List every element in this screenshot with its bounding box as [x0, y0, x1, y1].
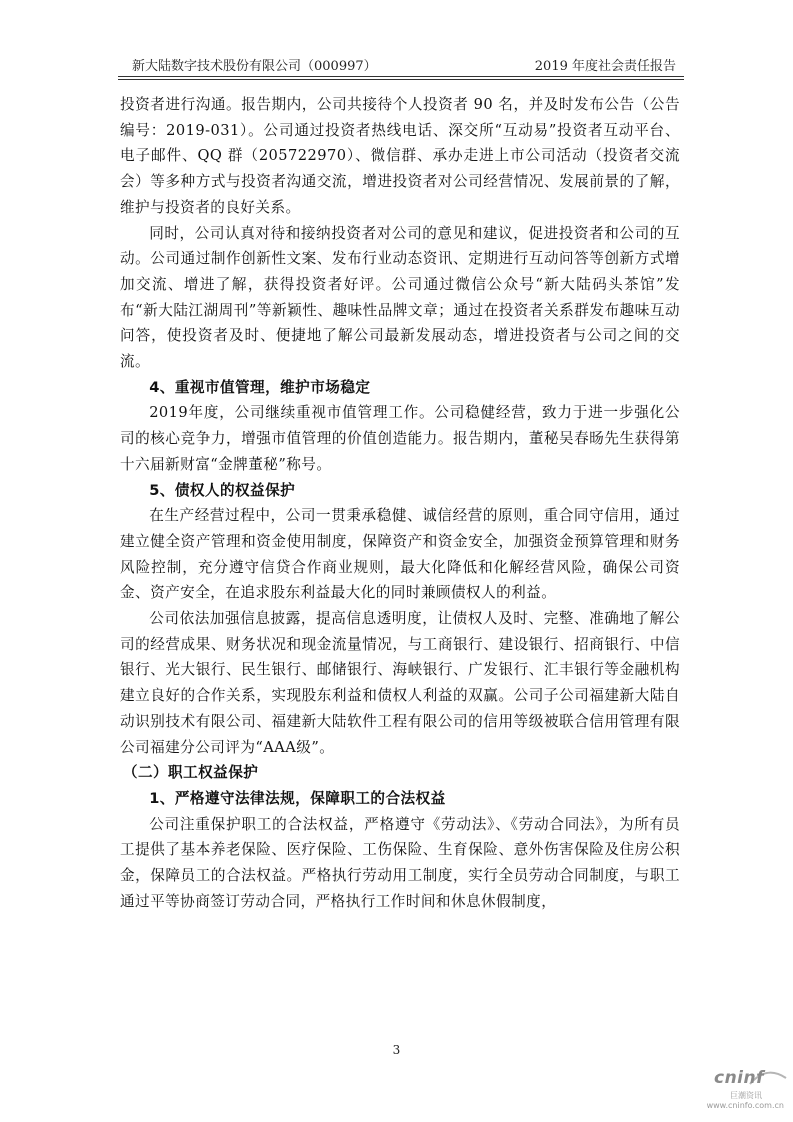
paragraph-creditor-operations: 在生产经营过程中，公司一贯秉承稳健、诚信经营的原则，重合同守信用，通过建立健全资产管理和资金使用制度，保障资产和资金安全，加强资金预算管理和财务风险控制，充分遵守信贷合作商业规则，最大化降低和化解经营风险，确保公司资金、资产安全，在追求股东利益最大化的同时兼顾债权人的利益。 [120, 507, 680, 602]
heading-creditor-rights: 5、债权人的权益保护 [149, 481, 296, 499]
heading-employee-rights: （二）职工权益保护 [122, 764, 259, 782]
header-divider-double [118, 79, 684, 80]
logo-brand-cn: 巨潮资讯 [730, 1091, 762, 1100]
heading-labor-law: 1、严格遵守法律法规，保障职工的合法权益 [149, 789, 446, 807]
heading-market-value: 4、重视市值管理，维护市场稳定 [149, 378, 371, 396]
header-company: 新大陆数字技术股份有限公司（000997） [132, 59, 377, 74]
header-divider [118, 76, 684, 77]
paragraph-investor-interaction: 同时，公司认真对待和接纳投资者对公司的意见和建议，促进投资者和公司的互动。公司通过制作创新性文案、发布行业动态资讯、定期进行互动问答等创新方式增加交流、增进了解，获得投资者好评。公司通过微信公众号“新大陆码头茶馆”发布“新大陆江湖周刊”等新颖性、趣味性品牌文章；通过在投资者关系群发布趣味互动问答，使投资者及时、便捷地了解公司最新发展动态，增进投资者与公司之间的交流。 [120, 224, 680, 371]
page-number: 3 [392, 1043, 401, 1057]
paragraph-market-value: 2019年度，公司继续重视市值管理工作。公司稳健经营，致力于进一步强化公司的核心竞争力，增强市值管理的价值创造能力。报告期内，董秘吴春旸先生获得第十六届新财富“金牌董秘”称号。 [120, 404, 680, 473]
logo-brand: cninf [714, 1068, 765, 1088]
logo-url: www.cninfo.com.cn [706, 1101, 784, 1110]
paragraph-creditor-disclosure: 公司依法加强信息披露，提高信息透明度，让债权人及时、完整、准确地了解公司的经营成果、财务状况和现金流量情况，与工商银行、建设银行、招商银行、中信银行、光大银行、民生银行、邮储银行、海峡银行、广发银行、汇丰银行等金融机构建立良好的合作关系，实现股东利益和债权人利益的双赢。公司子公司福建新大陆自动识别技术有限公司、福建新大陆软件工程有限公司的信用等级被联合信用管理有限公司福建分公司评为“AAA级”。 [120, 610, 680, 756]
paragraph-employee-protection: 公司注重保护职工的合法权益，严格遵守《劳动法》、《劳动合同法》，为所有员工提供了基本养老保险、医疗保险、工伤保险、生育保险、意外伤害保险及住房公积金，保障员工的合法权益。严格执行劳动用工制度，实行全员劳动合同制度，与职工通过平等协商签订劳动合同，严格执行工作时间和休息休假制度， [120, 815, 680, 910]
header-report-title: 2019 年度社会责任报告 [534, 59, 676, 74]
document-body [120, 92, 680, 915]
paragraph-investor-communication: 投资者进行沟通。报告期内，公司共接待个人投资者 90 名，并及时发布公告（公告编号：2019-031）。公司通过投资者热线电话、深交所“互动易”投资者互动平台、电子邮件、QQ 群（205722970）、微信群、承办走进上市公司活动（投资者交流会）等多种方式与投资者沟通交流，增进投资者对公司经营情况、发展前景的了解，维护与投资者的良好关系。 [120, 96, 680, 216]
cninfo-watermark-logo [708, 1068, 788, 1114]
